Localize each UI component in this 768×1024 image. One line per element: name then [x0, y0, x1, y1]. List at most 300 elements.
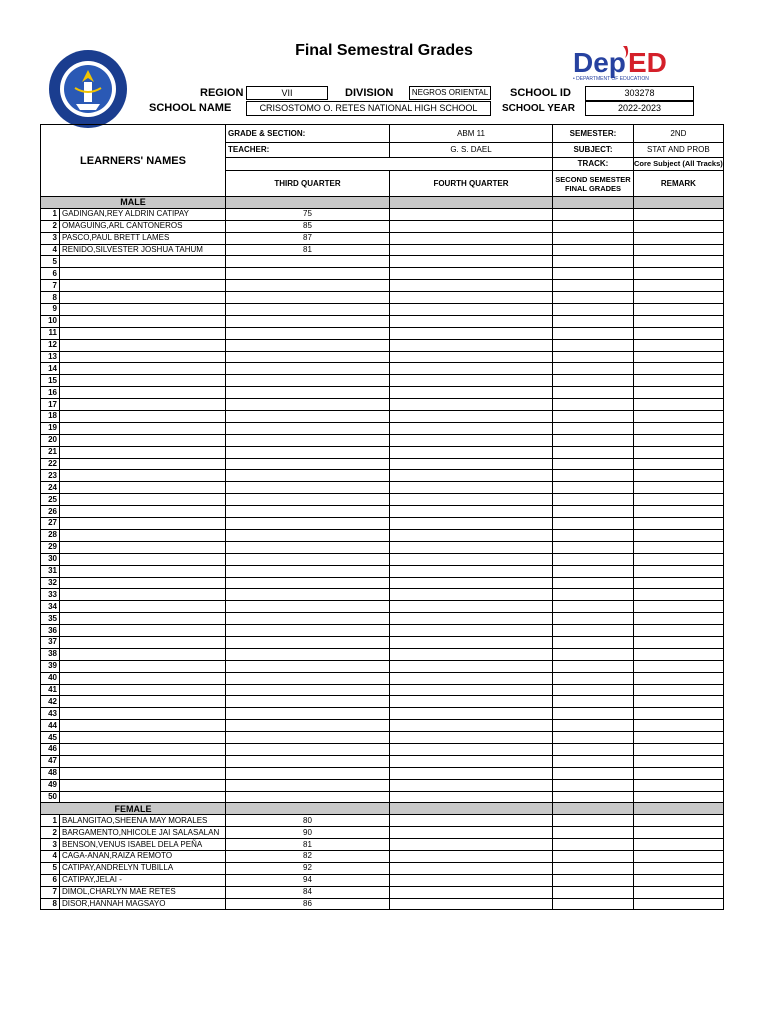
- final-grade: [553, 351, 634, 363]
- learner-name: [60, 672, 226, 684]
- remark: [634, 232, 724, 244]
- row-number: 20: [41, 434, 60, 446]
- third-quarter-grade: 75: [226, 208, 390, 220]
- section-cell: [634, 197, 724, 209]
- learner-name: [60, 304, 226, 316]
- final-grade: [553, 375, 634, 387]
- third-quarter-grade: [226, 767, 390, 779]
- learner-name: [60, 268, 226, 280]
- final-grades-header-line2: FINAL GRADES: [564, 183, 622, 193]
- table-row: [41, 601, 724, 613]
- row-number: 23: [41, 470, 60, 482]
- third-quarter-grade: [226, 327, 390, 339]
- third-quarter-grade: [226, 375, 390, 387]
- third-quarter-grade: [226, 292, 390, 304]
- remark: [634, 589, 724, 601]
- school-id-label: SCHOOL ID: [510, 87, 571, 99]
- third-quarter-grade: [226, 256, 390, 268]
- table-row: [41, 589, 724, 601]
- third-quarter-grade: [226, 304, 390, 316]
- remark: [634, 529, 724, 541]
- row-number: 10: [41, 315, 60, 327]
- final-grade: [553, 862, 634, 874]
- table-row: [41, 470, 724, 482]
- final-grade: [553, 898, 634, 910]
- learner-name: DIMOL,CHARLYN MAE RETES: [60, 886, 226, 898]
- remark: [634, 351, 724, 363]
- fourth-quarter-grade: [390, 208, 553, 220]
- table-row: [41, 220, 724, 232]
- learner-name: [60, 375, 226, 387]
- remark: [634, 470, 724, 482]
- third-quarter-grade: [226, 399, 390, 411]
- learner-name: PASCO,PAUL BRETT LAMES: [60, 232, 226, 244]
- third-quarter-grade: 84: [226, 886, 390, 898]
- learner-name: [60, 434, 226, 446]
- row-number: 50: [41, 791, 60, 803]
- fourth-quarter-grade: [390, 577, 553, 589]
- final-grade: [553, 470, 634, 482]
- grade-section-label: GRADE & SECTION:: [226, 125, 390, 143]
- female-section: [41, 803, 724, 815]
- fourth-quarter-grade: [390, 434, 553, 446]
- table-row: [41, 208, 724, 220]
- third-quarter-grade: [226, 601, 390, 613]
- row-number: 1: [41, 208, 60, 220]
- remark: [634, 755, 724, 767]
- third-quarter-grade: [226, 577, 390, 589]
- final-grade: [553, 434, 634, 446]
- table-row: [41, 363, 724, 375]
- table-row: [41, 732, 724, 744]
- fourth-quarter-grade: [390, 280, 553, 292]
- third-quarter-grade: [226, 351, 390, 363]
- final-grade: [553, 839, 634, 851]
- table-row: [41, 494, 724, 506]
- third-quarter-grade: [226, 708, 390, 720]
- table-row: [41, 458, 724, 470]
- row-number: 35: [41, 613, 60, 625]
- remark: [634, 387, 724, 399]
- row-number: 8: [41, 292, 60, 304]
- table-row: [41, 375, 724, 387]
- remark: [634, 708, 724, 720]
- table-row: [41, 327, 724, 339]
- fourth-quarter-header: FOURTH QUARTER: [390, 171, 553, 197]
- third-quarter-grade: [226, 268, 390, 280]
- third-quarter-grade: [226, 458, 390, 470]
- final-grade: [553, 411, 634, 423]
- third-quarter-grade: 82: [226, 850, 390, 862]
- fourth-quarter-grade: [390, 494, 553, 506]
- table-row: [41, 315, 724, 327]
- table-row: [41, 446, 724, 458]
- remark: [634, 363, 724, 375]
- teacher-label: TEACHER:: [226, 143, 390, 158]
- table-row: [41, 815, 724, 827]
- final-grade: [553, 815, 634, 827]
- final-grade: [553, 494, 634, 506]
- third-quarter-grade: [226, 672, 390, 684]
- remark: [634, 684, 724, 696]
- third-quarter-grade: [226, 589, 390, 601]
- learner-name: [60, 470, 226, 482]
- final-grade: [553, 387, 634, 399]
- remark: [634, 660, 724, 672]
- row-number: 40: [41, 672, 60, 684]
- learner-name: [60, 565, 226, 577]
- third-quarter-grade: 87: [226, 232, 390, 244]
- fourth-quarter-grade: [390, 827, 553, 839]
- final-grade: [553, 827, 634, 839]
- remark: [634, 292, 724, 304]
- row-number: 25: [41, 494, 60, 506]
- remark: [634, 327, 724, 339]
- row-number: 8: [41, 898, 60, 910]
- row-number: 22: [41, 458, 60, 470]
- fourth-quarter-grade: [390, 339, 553, 351]
- learner-name: [60, 327, 226, 339]
- third-quarter-grade: [226, 732, 390, 744]
- remark: [634, 518, 724, 530]
- learner-name: CATIPAY,ANDRELYN TUBILLA: [60, 862, 226, 874]
- learner-name: [60, 256, 226, 268]
- fourth-quarter-grade: [390, 565, 553, 577]
- row-number: 41: [41, 684, 60, 696]
- final-grade: [553, 732, 634, 744]
- table-row: [41, 636, 724, 648]
- remark: [634, 375, 724, 387]
- final-grade: [553, 577, 634, 589]
- fourth-quarter-grade: [390, 399, 553, 411]
- fourth-quarter-grade: [390, 696, 553, 708]
- learner-name: [60, 553, 226, 565]
- row-number: 27: [41, 518, 60, 530]
- fourth-quarter-grade: [390, 815, 553, 827]
- third-quarter-grade: [226, 625, 390, 637]
- row-number: 2: [41, 220, 60, 232]
- third-quarter-grade: [226, 494, 390, 506]
- third-quarter-grade: [226, 755, 390, 767]
- final-grades-header: [553, 171, 634, 197]
- fourth-quarter-grade: [390, 862, 553, 874]
- final-grade: [553, 601, 634, 613]
- fourth-quarter-grade: [390, 648, 553, 660]
- remark: [634, 434, 724, 446]
- table-row: [41, 791, 724, 803]
- table-row: [41, 482, 724, 494]
- remark: [634, 208, 724, 220]
- third-quarter-grade: [226, 315, 390, 327]
- fourth-quarter-grade: [390, 708, 553, 720]
- learner-name: [60, 601, 226, 613]
- remark: [634, 494, 724, 506]
- table-row: [41, 613, 724, 625]
- male-section: [41, 197, 724, 209]
- third-quarter-header: THIRD QUARTER: [226, 171, 390, 197]
- learner-name: [60, 779, 226, 791]
- third-quarter-grade: 86: [226, 898, 390, 910]
- section-cell: [390, 197, 553, 209]
- row-number: 28: [41, 529, 60, 541]
- final-grade: [553, 529, 634, 541]
- table-row: [41, 755, 724, 767]
- row-number: 43: [41, 708, 60, 720]
- remark: [634, 625, 724, 637]
- row-number: 42: [41, 696, 60, 708]
- learner-name: BALANGITAO,SHEENA MAY MORALES: [60, 815, 226, 827]
- learner-name: [60, 387, 226, 399]
- final-grade: [553, 648, 634, 660]
- row-number: 11: [41, 327, 60, 339]
- row-number: 49: [41, 779, 60, 791]
- third-quarter-grade: 94: [226, 874, 390, 886]
- final-grade: [553, 327, 634, 339]
- learner-name: [60, 446, 226, 458]
- grades-table: [40, 124, 724, 910]
- remark: [634, 791, 724, 803]
- final-grade: [553, 208, 634, 220]
- table-row: [41, 767, 724, 779]
- table-row: [41, 672, 724, 684]
- table-row: [41, 660, 724, 672]
- third-quarter-grade: [226, 518, 390, 530]
- division-value: NEGROS ORIENTAL: [409, 86, 491, 100]
- fourth-quarter-grade: [390, 411, 553, 423]
- third-quarter-grade: [226, 446, 390, 458]
- row-number: 7: [41, 280, 60, 292]
- final-grade: [553, 613, 634, 625]
- learner-name: [60, 363, 226, 375]
- table-row: [41, 839, 724, 851]
- table-row: [41, 648, 724, 660]
- learner-name: BARGAMENTO,NHICOLE JAI SALASALAN: [60, 827, 226, 839]
- third-quarter-grade: [226, 684, 390, 696]
- learner-name: [60, 506, 226, 518]
- fourth-quarter-grade: [390, 518, 553, 530]
- fourth-quarter-grade: [390, 422, 553, 434]
- learner-name: CAGA-ANAN,RAIZA REMOTO: [60, 850, 226, 862]
- row-number: 39: [41, 660, 60, 672]
- final-grade: [553, 755, 634, 767]
- remark: [634, 315, 724, 327]
- final-grade: [553, 708, 634, 720]
- final-grade: [553, 672, 634, 684]
- third-quarter-grade: [226, 648, 390, 660]
- section-cell: [634, 803, 724, 815]
- fourth-quarter-grade: [390, 304, 553, 316]
- row-number: 36: [41, 625, 60, 637]
- remark: [634, 220, 724, 232]
- learner-name: [60, 625, 226, 637]
- row-number: 2: [41, 827, 60, 839]
- final-grade: [553, 280, 634, 292]
- fourth-quarter-grade: [390, 529, 553, 541]
- fourth-quarter-grade: [390, 636, 553, 648]
- remark: [634, 399, 724, 411]
- table-row: [41, 743, 724, 755]
- learner-name: [60, 660, 226, 672]
- row-number: 21: [41, 446, 60, 458]
- row-number: 13: [41, 351, 60, 363]
- table-row: [41, 244, 724, 256]
- remark: [634, 767, 724, 779]
- table-row: [41, 280, 724, 292]
- final-grade: [553, 244, 634, 256]
- row-number: 15: [41, 375, 60, 387]
- remark-header: REMARK: [634, 171, 724, 197]
- final-grade: [553, 304, 634, 316]
- learner-name: [60, 755, 226, 767]
- table-row: [41, 625, 724, 637]
- learner-name: OMAGUING,ARL CANTONEROS: [60, 220, 226, 232]
- third-quarter-grade: [226, 363, 390, 375]
- third-quarter-grade: [226, 506, 390, 518]
- row-number: 38: [41, 648, 60, 660]
- fourth-quarter-grade: [390, 720, 553, 732]
- remark: [634, 850, 724, 862]
- learner-name: [60, 791, 226, 803]
- table-row: [41, 399, 724, 411]
- fourth-quarter-grade: [390, 470, 553, 482]
- final-grade: [553, 636, 634, 648]
- remark: [634, 553, 724, 565]
- remark: [634, 886, 724, 898]
- fourth-quarter-grade: [390, 232, 553, 244]
- row-number: 33: [41, 589, 60, 601]
- remark: [634, 815, 724, 827]
- third-quarter-grade: [226, 411, 390, 423]
- learner-name: BENSON,VENUS ISABEL DELA PEÑA: [60, 839, 226, 851]
- row-number: 18: [41, 411, 60, 423]
- table-row: [41, 886, 724, 898]
- row-number: 16: [41, 387, 60, 399]
- third-quarter-grade: [226, 743, 390, 755]
- fourth-quarter-grade: [390, 268, 553, 280]
- final-grade: [553, 518, 634, 530]
- fourth-quarter-grade: [390, 732, 553, 744]
- final-grade: [553, 850, 634, 862]
- remark: [634, 648, 724, 660]
- remark: [634, 541, 724, 553]
- row-number: 4: [41, 850, 60, 862]
- learner-name: [60, 458, 226, 470]
- final-grade: [553, 315, 634, 327]
- table-row: [41, 708, 724, 720]
- region-value: VII: [246, 86, 328, 100]
- learner-name: [60, 589, 226, 601]
- fourth-quarter-grade: [390, 660, 553, 672]
- table-row: [41, 422, 724, 434]
- school-name-label: SCHOOL NAME: [149, 102, 232, 114]
- fourth-quarter-grade: [390, 220, 553, 232]
- final-grade: [553, 232, 634, 244]
- final-grade: [553, 553, 634, 565]
- remark: [634, 839, 724, 851]
- third-quarter-grade: 92: [226, 862, 390, 874]
- remark: [634, 672, 724, 684]
- remark: [634, 827, 724, 839]
- table-row: [41, 292, 724, 304]
- third-quarter-grade: [226, 779, 390, 791]
- school-year-value: 2022-2023: [585, 101, 694, 116]
- final-grade: [553, 506, 634, 518]
- third-quarter-grade: [226, 280, 390, 292]
- learner-name: CATIPAY,JELAI -: [60, 874, 226, 886]
- svg-text:Dep: Dep: [573, 47, 626, 78]
- table-row: [41, 696, 724, 708]
- remark: [634, 720, 724, 732]
- row-number: 4: [41, 244, 60, 256]
- subject-label: SUBJECT:: [553, 143, 634, 158]
- learner-name: [60, 399, 226, 411]
- final-grade: [553, 268, 634, 280]
- section-cell: [390, 803, 553, 815]
- page-title: Final Semestral Grades: [295, 42, 473, 59]
- remark: [634, 304, 724, 316]
- table-row: [41, 268, 724, 280]
- row-number: 37: [41, 636, 60, 648]
- remark: [634, 696, 724, 708]
- final-grade: [553, 541, 634, 553]
- learner-name: [60, 518, 226, 530]
- learner-name: [60, 339, 226, 351]
- male-section-label: MALE: [41, 197, 226, 209]
- deped-logo-icon: [570, 42, 686, 82]
- table-row: [41, 874, 724, 886]
- final-grades-header-line1: SECOND SEMESTER: [555, 174, 631, 184]
- remark: [634, 482, 724, 494]
- fourth-quarter-grade: [390, 351, 553, 363]
- final-grade: [553, 589, 634, 601]
- row-number: 47: [41, 755, 60, 767]
- female-section-label: FEMALE: [41, 803, 226, 815]
- table-row: [41, 565, 724, 577]
- table-row: [41, 898, 724, 910]
- grade-section-value: ABM 11: [390, 125, 553, 143]
- table-row: [41, 850, 724, 862]
- row-number: 5: [41, 862, 60, 874]
- row-number: 1: [41, 815, 60, 827]
- row-number: 17: [41, 399, 60, 411]
- table-row: [41, 434, 724, 446]
- third-quarter-grade: [226, 482, 390, 494]
- remark: [634, 613, 724, 625]
- final-grade: [553, 446, 634, 458]
- learner-name: [60, 482, 226, 494]
- subject-value: STAT AND PROB: [634, 143, 724, 158]
- remark: [634, 874, 724, 886]
- fourth-quarter-grade: [390, 898, 553, 910]
- third-quarter-grade: 85: [226, 220, 390, 232]
- third-quarter-grade: [226, 541, 390, 553]
- fourth-quarter-grade: [390, 458, 553, 470]
- learner-name: [60, 529, 226, 541]
- remark: [634, 577, 724, 589]
- learner-name: [60, 720, 226, 732]
- row-number: 9: [41, 304, 60, 316]
- learner-name: [60, 494, 226, 506]
- learner-name: [60, 351, 226, 363]
- fourth-quarter-grade: [390, 553, 553, 565]
- school-year-label: SCHOOL YEAR: [502, 103, 575, 114]
- fourth-quarter-grade: [390, 625, 553, 637]
- table-row: [41, 351, 724, 363]
- third-quarter-grade: [226, 339, 390, 351]
- remark: [634, 446, 724, 458]
- row-number: 48: [41, 767, 60, 779]
- row-number: 14: [41, 363, 60, 375]
